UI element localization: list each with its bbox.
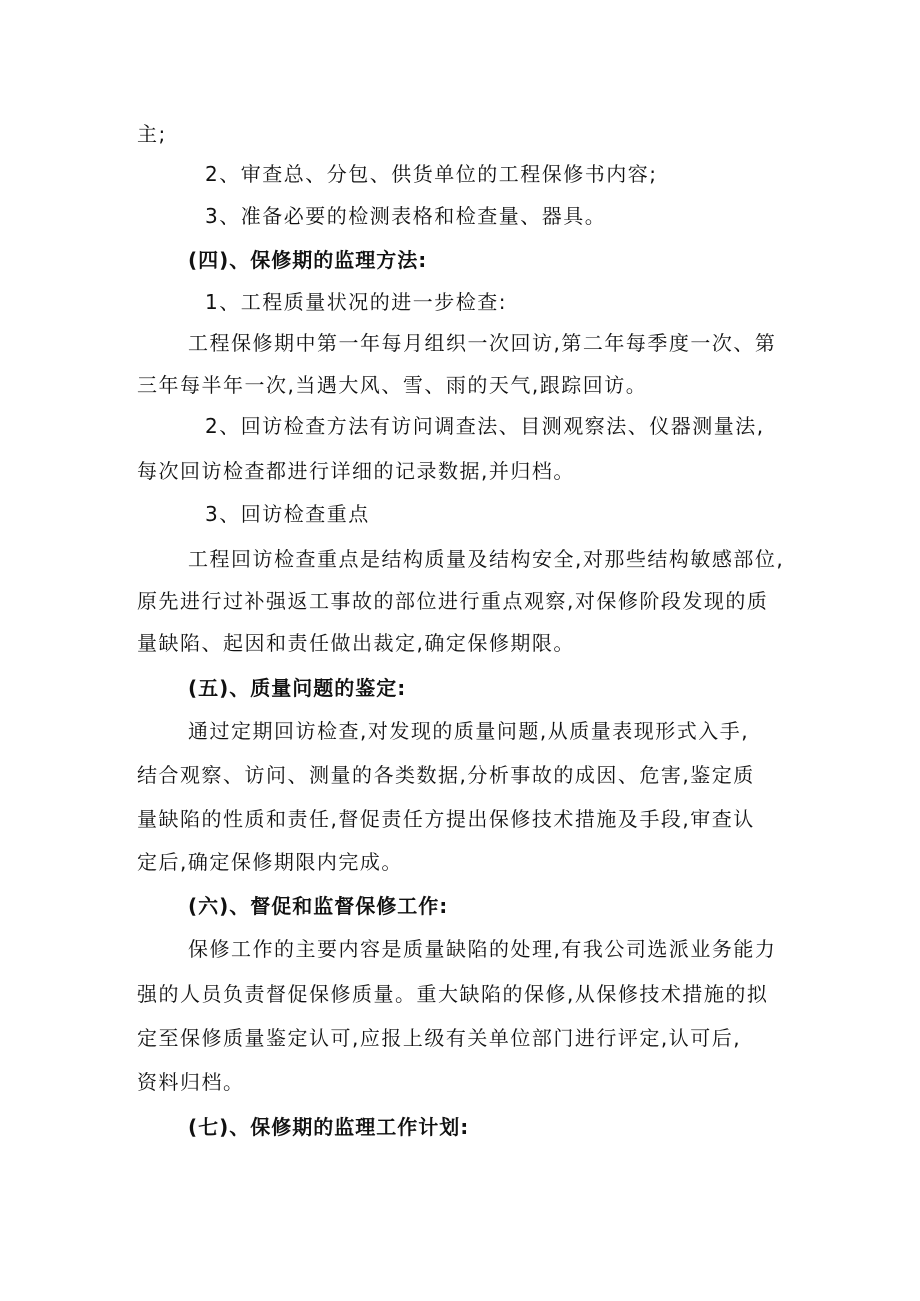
paragraph-line: 量缺陷的性质和责任,督促责任方提出保修技术措施及手段,审查认	[137, 807, 755, 831]
paragraph-line: 定至保修质量鉴定认可,应报上级有关单位部门进行评定,认可后,	[137, 1026, 742, 1050]
list-item-line: 1、工程质量状况的进一步检查:	[205, 290, 507, 314]
list-item-line: 3、准备必要的检测表格和检查量、器具。	[205, 204, 607, 228]
paragraph-line: 工程回访检查重点是结构质量及结构安全,对那些结构敏感部位,	[188, 547, 785, 571]
paragraph-line: 每次回访检查都进行详细的记录数据,并归档。	[137, 459, 575, 483]
list-item-line: 3、回访检查重点	[205, 502, 370, 526]
paragraph-line: 量缺陷、起因和责任做出裁定,确定保修期限。	[137, 631, 575, 655]
paragraph-line: 通过定期回访检查,对发现的质量问题,从质量表现形式入手,	[188, 719, 750, 743]
paragraph-line: 工程保修期中第一年每月组织一次回访,第二年每季度一次、第	[188, 331, 777, 355]
paragraph-line: 原先进行过补强返工事故的部位进行重点观察,对保修阶段发现的质	[137, 589, 769, 613]
list-item-line: 2、审查总、分包、供货单位的工程保修书内容;	[205, 162, 658, 186]
list-item-line: 2、回访检查方法有访问调查法、目测观察法、仪器测量法,	[205, 414, 765, 438]
section-heading-4: (四)、保修期的监理方法:	[188, 248, 428, 272]
paragraph-line: 保修工作的主要内容是质量缺陷的处理,有我公司选派业务能力	[188, 937, 777, 961]
paragraph-line: 三年每半年一次,当遇大风、雪、雨的天气,跟踪回访。	[137, 373, 648, 397]
section-heading-6: (六)、督促和监督保修工作:	[188, 894, 449, 918]
paragraph-line: 结合观察、访问、测量的各类数据,分析事故的成因、危害,鉴定质	[137, 763, 755, 787]
paragraph-line: 资料归档。	[137, 1070, 245, 1094]
section-heading-7: (七)、保修期的监理工作计划:	[188, 1115, 470, 1139]
paragraph-line: 定后,确定保修期限内完成。	[137, 850, 403, 874]
paragraph-line: 强的人员负责督促保修质量。重大缺陷的保修,从保修技术措施的拟	[137, 982, 769, 1006]
section-heading-5: (五)、质量问题的鉴定:	[188, 676, 407, 700]
paragraph-line: 主;	[137, 122, 167, 146]
